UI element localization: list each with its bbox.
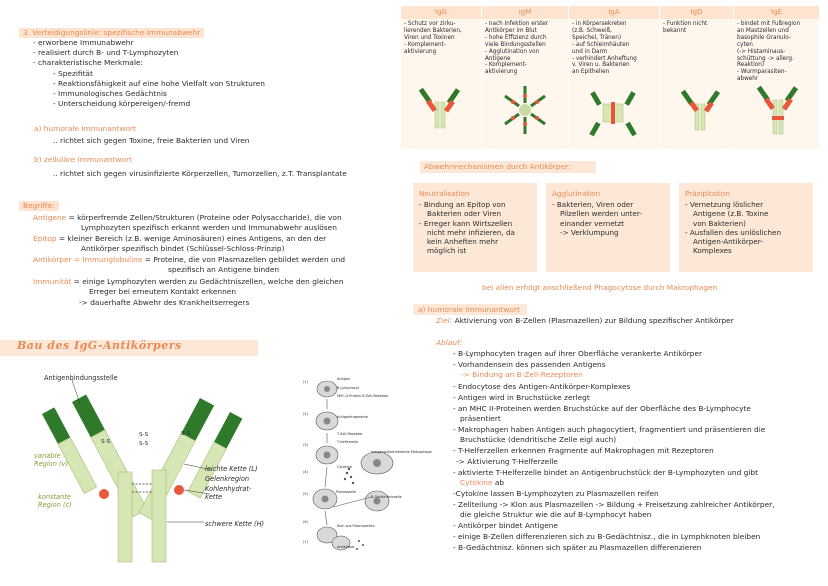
proc-label-antigen: Antigen (337, 377, 351, 381)
humoral-title: a) humorale Immunantwort (34, 124, 136, 133)
praez-4: - Ausfallen des unlöslichen (685, 227, 782, 237)
ablauf-11: -> Aktivierung T-Helferzelle (456, 457, 558, 466)
ig-head-iga: IgA (569, 6, 659, 19)
merkmal-2: - Reaktionsfähigkeit auf eine hohe Vielfalt von Strukturen (53, 79, 265, 88)
ablauf-14: -Cytokine lassen B-Lymphozyten zu Plasmazellen reifen (453, 489, 659, 498)
igg-icon (419, 88, 460, 128)
zellulaer-title: b) zelluläre Immunantwort (34, 155, 133, 164)
ablauf-6: - an MHC II-Proteinen werden Bruchstücke auf der Oberfläche des B-Lymphocyte (453, 404, 751, 413)
ablauf-9: Bruchstücke (dendritische Zelle eigl auch) (460, 435, 617, 444)
ablauf-label: Ablauf: (436, 338, 463, 347)
humoral-detail-title: a) humorale Immunantwort (418, 305, 520, 314)
neut-3: - Erreger kann Wirtszellen (419, 218, 513, 228)
ig-igm-8: aktivierung (485, 69, 518, 76)
ig-iga-3: Speichel, Tränen) (572, 34, 622, 41)
ig-iga-6: - verhindert Anheftung (572, 55, 637, 62)
proc-label-b: B-Lymphozyt (337, 386, 359, 390)
proc-label-mhc: MHC-II-Protein B-Zell-Rezeptor (337, 394, 389, 398)
def-immunitaet-2: Erreger bei erneutem Kontakt erkennen (89, 287, 237, 296)
section3-line-3: - charakteristische Merkmale: (33, 58, 144, 67)
ablauf-1: - B-Lymphocyten tragen auf ihrer Oberfläche verankerte Antikörper (453, 349, 703, 358)
humoral-desc: .. richtet sich gegen Toxine, freie Bakterien und Viren (53, 136, 250, 145)
label-kohlenhydrat: Kohlenhydrat- (205, 485, 252, 493)
humoral-process-diagram (303, 373, 411, 565)
ig-iga-5: und in Darm (572, 48, 608, 55)
def-immunitaet-3: -> dauerhafte Abwehr des Krankheitserregers (79, 298, 250, 307)
label-variable: variable (34, 452, 61, 460)
ig-head-igd: IgD (660, 6, 733, 19)
label-kohlenhydrat-2: kette (205, 493, 223, 501)
abwehr-title: Abwehrmechanismen durch Antikörper: (424, 162, 571, 171)
label-ss-3: S-S (139, 441, 149, 447)
ablauf-8: - Makrophagen haben Antigen auch phagocytiert, fragmentiert und präsentieren die (453, 425, 766, 434)
ablauf-17: - Antikörper bindet Antigene (453, 521, 558, 530)
label-gelenkregion: Gelenkregion (205, 475, 250, 483)
ablauf-2: - Vorhandensein des passenden Antigens (453, 360, 606, 369)
carbohydrate-right (174, 485, 184, 495)
agg-1: - Bakterien, Viren oder (552, 200, 634, 209)
heavy-chain-stem-right (152, 470, 166, 562)
def-antigene-2: Lymphozyten spezifisch erkannt werden und Immunabwehr auslösen (81, 223, 337, 232)
ablauf-3: -> Bindung an B-Zell-Rezeptoren (461, 370, 583, 379)
ig-igm-4: viele Bindungsstellen (485, 41, 546, 48)
label-antigenbindungsstelle: Antigenbindungsstelle (44, 374, 118, 382)
def-immunitaet: Immunität = einige Lymphozyten werden zu Gedächtniszellen, welche den gleichen (33, 277, 344, 286)
merkmal-3: - Immunologisches Gedächtnis (53, 89, 167, 98)
ig-igd-1: - Funktion nicht (663, 21, 708, 27)
def-epitop: Epitop = kleiner Bereich (z.B. wenige Aminosäuren) eines Antigens, an den der (33, 234, 327, 243)
ig-igg-5: aktivierung (404, 48, 437, 55)
ig-igg-3: Viren und Toxinen (404, 34, 455, 41)
ablauf-18: - einige B-Zellen differenzieren sich zu B-Gedächtnisz., die in Lymphknoten bleiben (453, 532, 761, 541)
ig-iga-1: - in Körpersekreten (572, 21, 627, 27)
praez-3: von Bakterien) (693, 218, 746, 228)
ig-ige-4: cyten (737, 41, 753, 48)
praez-2: Antigene (z.B. Toxine (693, 209, 769, 219)
igg-title: Bau des IgG-Antikörpers (17, 339, 182, 352)
def-epitop-2: Antikörper spezifisch bindet (Schlüssel-Schloss-Prinzip) (81, 244, 285, 253)
abwehr-footer: bei allen erfolgt anschließend Phagocytose durch Makrophagen (482, 283, 718, 292)
ig-ige-7: Reaktion) (737, 62, 765, 69)
carbohydrate-left (99, 489, 109, 499)
ig-head-ige: IgE (734, 6, 819, 19)
def-antigene: Antigene = körperfremde Zellen/Strukturen (Proteine oder Polysaccharide), die von (33, 213, 342, 222)
ig-ige-2: an Mastzellen und (737, 27, 789, 34)
ig-ige-9: abwehr (737, 76, 759, 83)
neut-1: - Bindung an Epitop von (419, 200, 506, 209)
agg-4: -> Verklumpung (560, 227, 619, 237)
zellulaer-desc: .. richtet sich gegen virusinfizierte Körperzellen, Tumorzellen, z.T. Transplantate (53, 169, 347, 178)
begriffe-title: Begriffe: (19, 201, 59, 211)
ig-ige-6: schüttung -> allerg. (737, 55, 794, 62)
ig-igm-5: - Agglutination von (485, 48, 540, 55)
def-antikoerper: Antikörper = Immunglobuline = Proteine, die von Plasmazellen gebildet werden und (33, 255, 346, 264)
label-konstante-2: Region (c) (38, 501, 72, 509)
merkmal-4: - Unterscheidung körpereigen/-fremd (53, 99, 191, 108)
section3-title: 3. Verteidigungslinie: spezifische Immunabwehr (19, 28, 204, 38)
ablauf-13: Cytokine ab (460, 478, 505, 487)
box-agglutination-title: Agglutination (552, 189, 601, 198)
neut-4: nicht mehr infizieren, da (427, 227, 515, 237)
ig-iga-8: an Epithelien (572, 69, 610, 76)
ig-ige-3: basophile Granulo- (737, 34, 791, 41)
agg-3: einander vernetzt (560, 218, 625, 228)
ig-head-igg: IgG (401, 6, 481, 19)
igd-icon (681, 90, 720, 130)
ablauf-5: - Antigen wird in Bruchstücke zerlegt (453, 393, 590, 402)
proc-step-6: (6) (303, 520, 308, 524)
ig-igg-1: - Schutz vor zirku- (404, 21, 456, 27)
proc-label-cytokine: Cytokine (337, 465, 352, 469)
section3-line-2: - realisiert durch B- und T-Lymphozyten (33, 48, 179, 57)
neut-5: kein Anheften mehr (427, 237, 499, 247)
proc-step-7: (7) (303, 540, 308, 544)
ablauf-10: - T-Helferzellen erkennen Fragmente auf Makrophagen mit Rezeptoren (453, 446, 714, 455)
praez-5: Antigen-Antikörper- (693, 237, 763, 247)
ig-igd-2: bekannt (663, 27, 687, 34)
ig-igg-4: - Komplement- (404, 41, 446, 48)
box-praezipitation-title: Präzipitation (685, 189, 730, 198)
praez-6: Komplexes (693, 246, 732, 256)
ablauf-7: präsentiert (460, 414, 501, 423)
label-ss-2: S-S (139, 432, 149, 438)
praez-1: - Vernetzung löslicher (685, 200, 764, 209)
neut-6: möglich ist (427, 246, 467, 256)
label-variable-2: Region (v) (34, 460, 69, 468)
proc-step-3: (3) (303, 443, 308, 447)
proc-label-plasma: Plasmazelle (336, 490, 357, 494)
proc-step-5: (5) (303, 492, 308, 496)
def-antikoerper-2: spezifisch an Antigene binden (168, 265, 280, 274)
section3-line-1: - erworbene Immunabwehr (33, 38, 134, 47)
heavy-chain-stem-left (118, 472, 132, 562)
ig-ige-5: (-> Histaminaus- (737, 48, 786, 55)
ig-iga-2: (z.B. Schweiß, (572, 27, 612, 34)
proc-label-fragments: Antigenfragmente (337, 415, 368, 419)
ig-igm-1: - nach Infektion erster (485, 21, 549, 27)
ig-ige-1: - bindet mit Fußregion (737, 21, 801, 27)
ig-igm-7: - Komplement- (485, 62, 527, 69)
iga-icon (589, 91, 636, 136)
ige-icon (757, 86, 798, 134)
ig-igm-2: Antikörper im Blut (485, 27, 537, 34)
ziel-line: Ziel: Aktivierung von B-Zellen (Plasmazellen) zur Bildung spezifischer Antikörper (436, 316, 734, 325)
label-ss-4: S-S (181, 431, 191, 437)
ig-class-icons (401, 80, 819, 146)
box-neutralisation (413, 183, 537, 272)
proc-step-1: (1) (303, 380, 308, 384)
label-konstante: konstante (38, 493, 71, 501)
label-ss-1: S-S (101, 439, 111, 445)
merkmal-1: - Spezifität (53, 69, 93, 78)
proc-step-4: (4) (303, 470, 308, 474)
ig-iga-7: v. Viren u. Bakterien (572, 62, 630, 69)
ablauf-19: - B-Gedächtnisz. können sich später zu Plasmazellen differenzieren (453, 543, 702, 552)
label-schwere-kette: schwere Kette (H) (205, 520, 265, 528)
proc-step-2: (2) (303, 412, 308, 416)
ablauf-12: - aktivierte T-Helferzelle bindet an Antigenbruchstück der B-Lymphozyten und gibt (453, 468, 758, 477)
igm-icon (505, 86, 545, 134)
ig-head-igm: IgM (482, 6, 568, 19)
box-praezipitation (679, 183, 813, 272)
ig-ige-8: - Wurmparasiten- (737, 69, 787, 76)
ig-igm-3: - hohe Effizienz durch (485, 34, 547, 41)
proc-label-clone: Klon aus Plasmazellen (337, 524, 375, 528)
proc-label-th: T-Helferzelle (337, 440, 359, 444)
proc-label-apc: antigenpräsentierende Makrophage (371, 450, 432, 454)
ablauf-16: die gleiche Struktur wie die auf B-Lymphocyt haben (460, 510, 652, 519)
neut-2: Bakterien oder Viren (427, 209, 502, 219)
ig-iga-4: - auf Schleimhäuten (572, 41, 630, 48)
agg-2: Pilzellen werden unter- (560, 209, 643, 219)
proc-label-tcr: T-Zell-Rezeptor (337, 432, 363, 436)
ablauf-15: - Zellteilung -> Klon aus Plasmazellen -> Bildung + Freisetzung zahlreicher Antikörper, (453, 500, 775, 509)
box-agglutination (546, 183, 670, 272)
label-leichte-kette: leichte Kette (L) (205, 465, 258, 473)
proc-label-memory: B-Gedächtniszelle (371, 495, 402, 499)
box-neutralisation-title: Neutralisation (419, 189, 470, 198)
ig-igg-2: lierenden Bakterien, (404, 27, 462, 34)
ig-igm-6: Antigene (485, 55, 511, 62)
ablauf-4: - Endocytose des Antigen-Antikörper-Komplexes (453, 382, 631, 391)
proc-label-antikoerper: Antikörper (337, 545, 355, 549)
